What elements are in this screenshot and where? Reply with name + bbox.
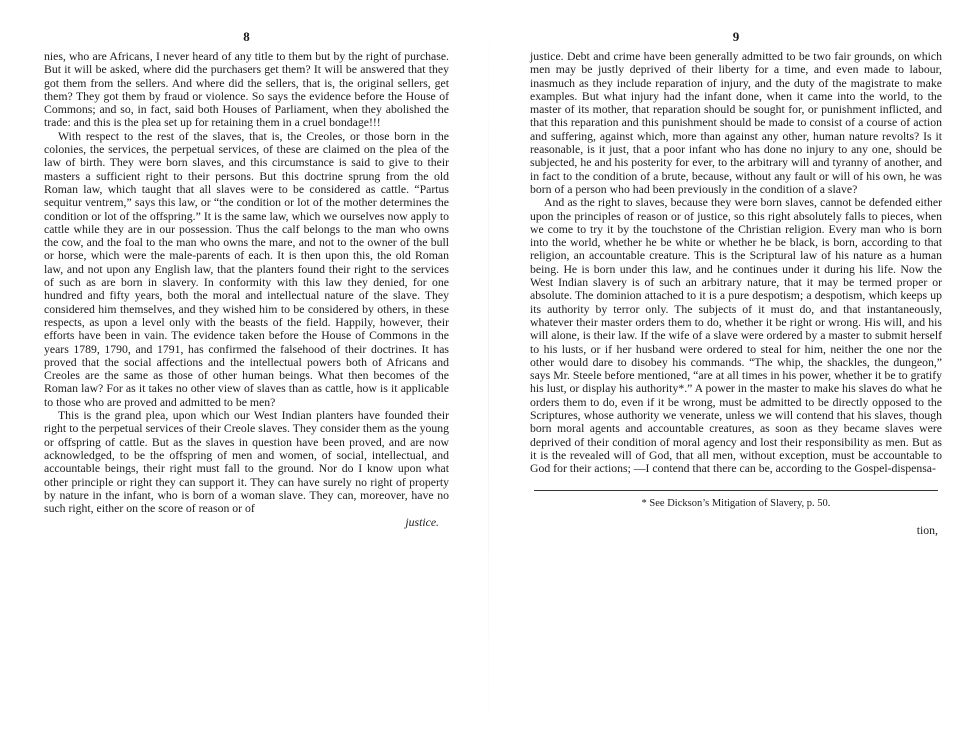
paragraph: With respect to the rest of the slaves, that is, the Creoles, or those born in the colonies, the services, the perpetual services, of these are claimed on the plea of the law of birth. They were born slaves, and this circumstance is said to give to their masters a sufficient right to their persons. But this doctrine sprung from the old Roman law, which taught that all slaves were to be considered as cattle. “Partus sequitur ventrem,” says this law, or “the condition or lot of the mother determines the condition or lot of the offspring.” It is the same law, which we ourselves now apply to cattle while they are in our possession. Thus the calf belongs to the man who owns the cow, and the foal to the man who owns the mare, and not to the owner of the bull or horse, which were the male-parents of each. It is then upon this, the old Roman law, and not upon any English law, that the planters found their right to the services of such as are born in slavery. In conformity with this law they denied, for one hundred and fifty years, both the moral and intellectual nature of the slave. They considered him themselves, and they wished him to be considered by others, in these respects, as upon a level only with the beasts of the field. Happily, however, their efforts have been in vain. The evidence taken before the House of Commons in the years 1789, 1790, and 1791, has confirmed the falsehood of their doctrines. It has proved that the social affections and the intellectual powers both of Africans and Creoles are the same as those of other human beings. What then becomes of the Roman law? For as it takes no other view of slaves than as cattle, how is it applicable to those who are proved and admitted to be men? — [44, 129, 449, 409]
page-number-8: 8 — [243, 29, 250, 44]
catchword: justice. — [405, 516, 439, 530]
left-page-body — [44, 50, 449, 515]
page-number-9: 9 — [732, 29, 740, 44]
left-page — [44, 28, 449, 748]
paragraph: justice. Debt and crime have been generally admitted to be two fair grounds, on which men may be justly deprived of their liberty for a time, and even made to labour, inasmuch as they include reparation of injury, and the duty of the magistrate to make examples. But what injury had the infant done, when it came into the world, to the master of its mother, that reparation should be sought for, or punishment inflicted, and that this reparation and this punishment should be made to consist of a course of action and suffering, against which, more than against any other, human nature revolts? Is it reasonable, is it just, that a poor infant who has done no injury to any one, should be subjected, he and his posterity for ever, to the arbitrary will and tyranny of another, and in fact to the condition of a brute, because, without any fault or will of his own, he was born of a person who had been previously in the condition of a slave? — [530, 50, 942, 196]
book-gutter — [488, 0, 489, 756]
paragraph: And as the right to slaves, because they were born slaves, cannot be defended either upon the principles of reason or of justice, so this right absolutely falls to pieces, when we come to try it by the touchstone of the Christian religion. Every man who is born into the world, whether he be white or whether he be black, is born, according to that religion, an accountable creature. This is the Scriptural law of his nature as a human being. He is born under this law, and he continues under it during his life. Now the West Indian slavery is of such an arbitrary nature, that it may be termed proper or absolute. The dominion attached to it is a pure despotism; a despotism, which keeps up its authority by terror only. The subjects of it must do, and that instantaneously, whatever their master orders them to do, whether it be right or wrong. His will, and his will alone, is their law. If the wife of a slave were ordered by a master to submit herself to his lusts, or if her husband were ordered to steal for him, neither the one nor the other would dare to disobey his commands. “The whip, the shackles, the dungeon,” says Mr. Steele before mentioned, “are at all times in his power, whether it be to gratify his lust, or display his authority*.” A power in the master to make his slaves do what he orders them to do, even if it be wrong, must be admitted to be directly opposed to the Scriptures, whose authority we venerate, unless we will contend that his slaves, though born moral agents and accountable creatures, as soon as they became slaves were deprived of their condition of moral agency and lost their responsibility as men. But as it is the revealed will of God, that all men, without exception, must be accountable to God for their actions; —I contend that there can be, according to the Gospel-dispensa- — [530, 196, 942, 476]
paragraph: nies, who are Africans, I never heard of any title to them but by the right of purchase. But it will be asked, where did the purchasers get them? It will be answered that they got them from the sellers. And where did the sellers, that is, the original sellers, get them? They got them by fraud or violence. So says the evidence before the House of Commons; and so, in fact, said both Houses of Parliament, when they abolished the trade: and this is the plea set up for retaining them in a cruel bondage!!! — [44, 50, 449, 130]
catchword: tion, — [916, 523, 938, 537]
paragraph: This is the grand plea, upon which our West Indian planters have founded their right to the perpetual services of their Creole slaves. They consider them as the young or offspring of cattle. But as the slaves in question have been proved, and are now acknowledged, to be the offspring of men and women, of social, intellectual, and accountable beings, their right must fall to the ground. Nor do I know upon what other principle or right they can support it. They can have surely no right of property by nature in the infant, who is born of a woman slave. They can, moreover, have no such right, either on the score of reason or of — [44, 409, 449, 516]
footnote: * See Dickson’s Mitigation of Slavery, p. 50. — [641, 497, 831, 509]
right-page — [530, 28, 942, 748]
right-page-body — [530, 50, 942, 476]
footnote-rule — [534, 490, 938, 491]
